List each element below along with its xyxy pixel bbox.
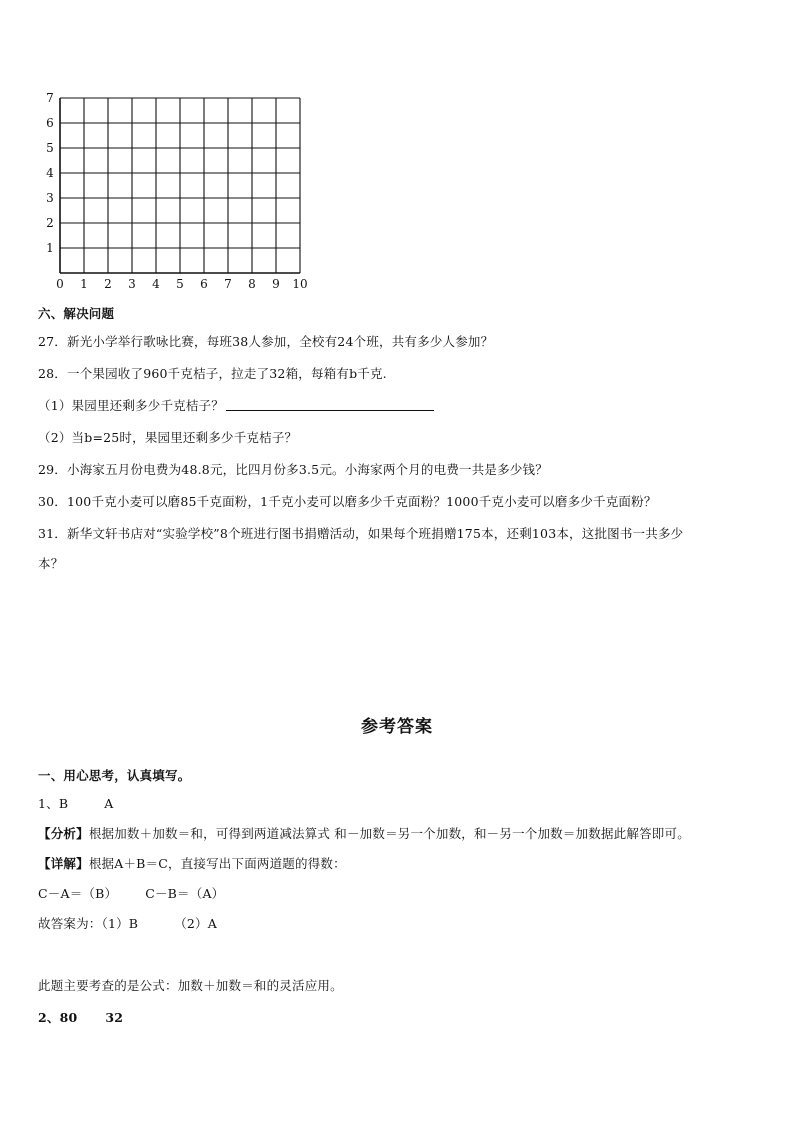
answer-1-num: 1、B [38, 796, 69, 811]
question-28-part1-text: （1）果园里还剩多少千克桔子？ [38, 398, 224, 413]
question-29: 29．小海家五月份电费为48.8元，比四月份多3.5元。小海家两个月的电费一共是多少钱？ [38, 462, 548, 477]
answer-2-num: 2、80 [38, 1010, 78, 1025]
final-second: （2）A [174, 916, 217, 931]
x-tick-label: 2 [104, 277, 112, 290]
question-30: 30．100千克小麦可以磨85千克面粉，1千克小麦可以磨多少千克面粉？1000千克小麦可以磨多少千克面粉？ [38, 494, 657, 509]
answer-1-analysis [38, 826, 690, 842]
answer-1-equations [38, 886, 224, 902]
analysis-tag: 【分析】 [38, 826, 89, 841]
y-tick-label: 1 [46, 241, 54, 255]
detail-tag: 【详解】 [38, 856, 89, 871]
answer-1-detail [38, 856, 346, 872]
answer-1-final [38, 916, 217, 932]
x-tick-label: 0 [56, 277, 64, 290]
x-tick-label: 7 [224, 277, 232, 290]
final-prefix: 故答案为：（1）B [38, 916, 139, 931]
question-31-line2: 本？ [38, 556, 64, 571]
grid-figure [30, 90, 320, 290]
question-28-part2: （2）当b=25时，果园里还剩多少千克桔子？ [38, 430, 298, 445]
question-31-line1: 31．新华文轩书店对“实验学校”8个班进行图书捐赠活动，如果每个班捐赠175本，还剩103本，这批图书一共多少 [38, 526, 684, 541]
detail-text: 根据A＋B＝C，直接写出下面两道题的得数： [88, 856, 346, 871]
coordinate-grid [30, 90, 320, 290]
y-tick-label: 3 [46, 191, 54, 205]
y-tick-label: 4 [46, 166, 54, 180]
answer-2-second: 32 [105, 1010, 124, 1025]
x-tick-label: 10 [292, 277, 308, 290]
answers-section1-heading: 一、用心思考，认真填写。 [38, 768, 191, 783]
answer-1 [38, 796, 113, 812]
y-tick-label: 6 [46, 116, 54, 130]
grid-svg [30, 90, 320, 290]
x-tick-label: 8 [248, 277, 256, 290]
analysis-text: 根据加数＋加数＝和，可得到两道减法算式 和－加数＝另一个加数，和－另一个加数＝加数据此解答即可。 [88, 826, 690, 841]
answer-1-second: A [104, 796, 114, 811]
question-28: 28．一个果园收了960千克桔子，拉走了32箱，每箱有b千克. [38, 366, 387, 381]
y-tick-label: 5 [46, 141, 54, 155]
answers-title: 参考答案 [361, 717, 433, 737]
x-tick-label: 9 [272, 277, 280, 290]
x-tick-label: 3 [128, 277, 136, 290]
x-tick-label: 1 [80, 277, 88, 290]
answer-2 [38, 1010, 123, 1026]
x-tick-label: 5 [176, 277, 184, 290]
x-tick-label: 4 [152, 277, 160, 290]
y-tick-label: 7 [46, 91, 54, 105]
answer-blank [226, 398, 434, 411]
answer-1-summary: 此题主要考查的是公式：加数＋加数＝和的灵活应用。 [38, 978, 343, 993]
x-tick-label: 6 [200, 277, 208, 290]
question-27: 27．新光小学举行歌咏比赛，每班38人参加，全校有24个班，共有多少人参加？ [38, 334, 494, 349]
question-28-part1 [38, 398, 434, 414]
y-tick-label: 2 [46, 216, 54, 230]
section6-heading: 六、解决问题 [38, 306, 115, 321]
equation-2: C－B＝（A） [145, 886, 225, 901]
equation-1: C－A＝（B） [38, 886, 118, 901]
